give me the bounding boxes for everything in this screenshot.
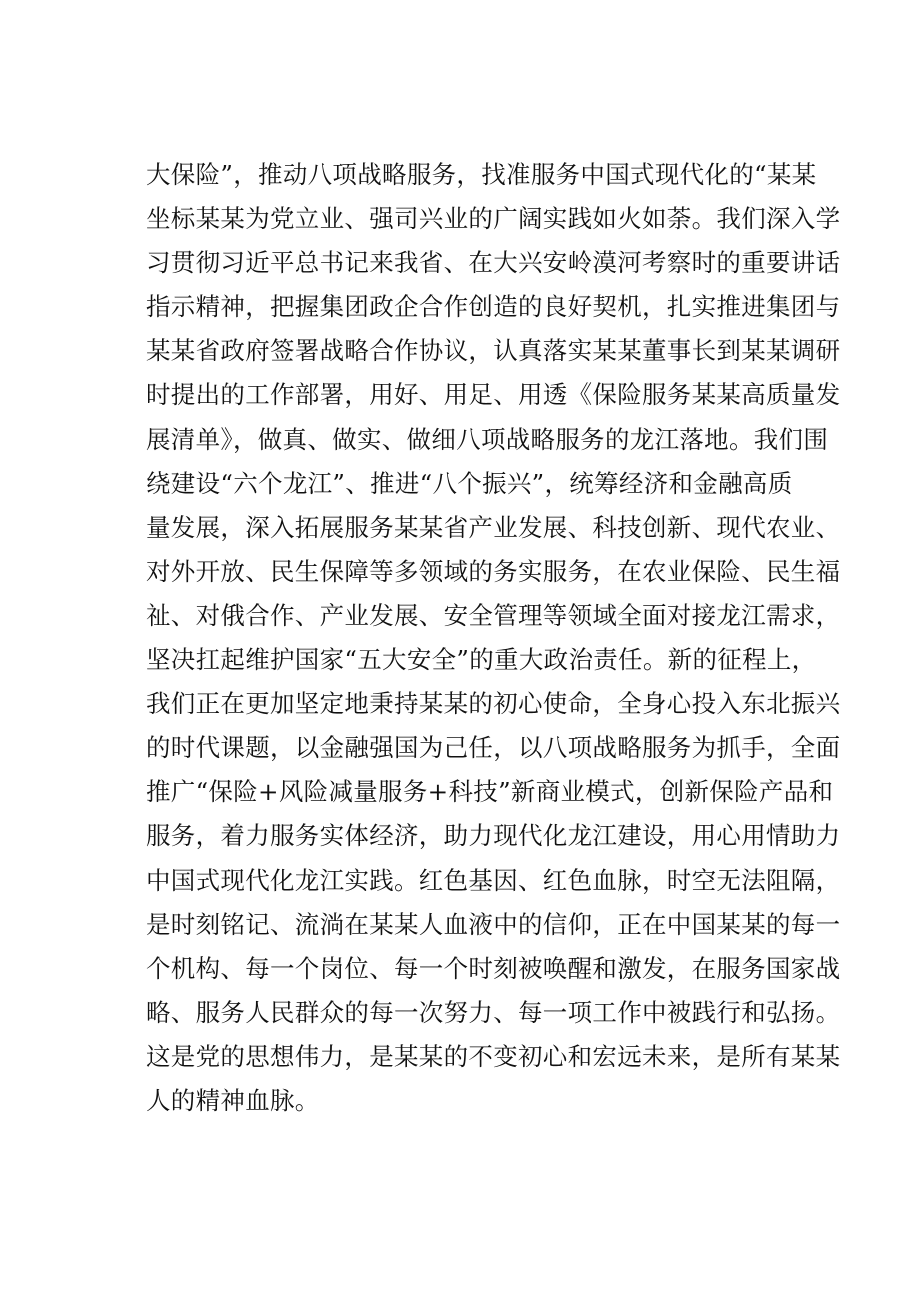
text-line: 对外开放、民生保障等多领域的务实服务，在农业保险、民生福 <box>146 556 841 586</box>
text-line: 祉、对俄合作、产业发展、安全管理等领域全面对接龙江需求， <box>146 600 841 630</box>
body-paragraph <box>146 153 841 1123</box>
text-line: 指示精神，把握集团政企合作创造的良好契机，扎实推进集团与 <box>146 292 841 322</box>
text-line: 是时刻铭记、流淌在某某人血液中的信仰，正在中国某某的每一 <box>146 909 841 939</box>
text-line: 时提出的工作部署，用好、用足、用透《保险服务某某高质量发 <box>146 380 841 410</box>
text-line: 坚决扛起维护国家“五大安全”的重大政治责任。新的征程上， <box>146 645 817 675</box>
text-line: 的时代课题，以金融强国为己任，以八项战略服务为抓手，全面 <box>146 733 841 763</box>
text-line: 个机构、每一个岗位、每一个时刻被唤醒和激发，在服务国家战 <box>146 953 841 983</box>
text-line: 习贯彻习近平总书记来我省、在大兴安岭漠河考察时的重要讲话 <box>146 248 841 278</box>
text-line: 某某省政府签署战略合作协议，认真落实某某董事长到某某调研 <box>146 336 841 366</box>
text-line: 绕建设“六个龙江”、推进“八个振兴”，统筹经济和金融高质 <box>146 468 793 498</box>
text-line: 大保险”，推动八项战略服务，找准服务中国式现代化的“某某 <box>146 160 817 189</box>
text-line: 推广“保险+风险减量服务+科技”新商业模式，创新保险产品和 <box>146 777 834 807</box>
text-line: 展清单》，做真、做实、做细八项战略服务的龙江落地。我们围 <box>146 424 829 454</box>
text-line: 中国式现代化龙江实践。红色基因、红色血脉，时空无法阻隔， <box>146 865 841 895</box>
text-line: 我们正在更加坚定地秉持某某的初心使命，全身心投入东北振兴 <box>146 689 841 719</box>
text-line: 坐标某某为党立业、强司兴业的广阔实践如火如荼。我们深入学 <box>146 204 841 234</box>
text-line: 略、服务人民群众的每一次努力、每一项工作中被践行和弘扬。 <box>146 997 841 1027</box>
text-line: 服务，着力服务实体经济，助力现代化龙江建设，用心用情助力 <box>146 821 841 851</box>
text-line: 人的精神血脉。 <box>146 1085 320 1115</box>
text-line: 量发展，深入拓展服务某某省产业发展、科技创新、现代农业、 <box>146 512 841 542</box>
text-line: 这是党的思想伟力，是某某的不变初心和宏远未来，是所有某某 <box>146 1041 841 1071</box>
